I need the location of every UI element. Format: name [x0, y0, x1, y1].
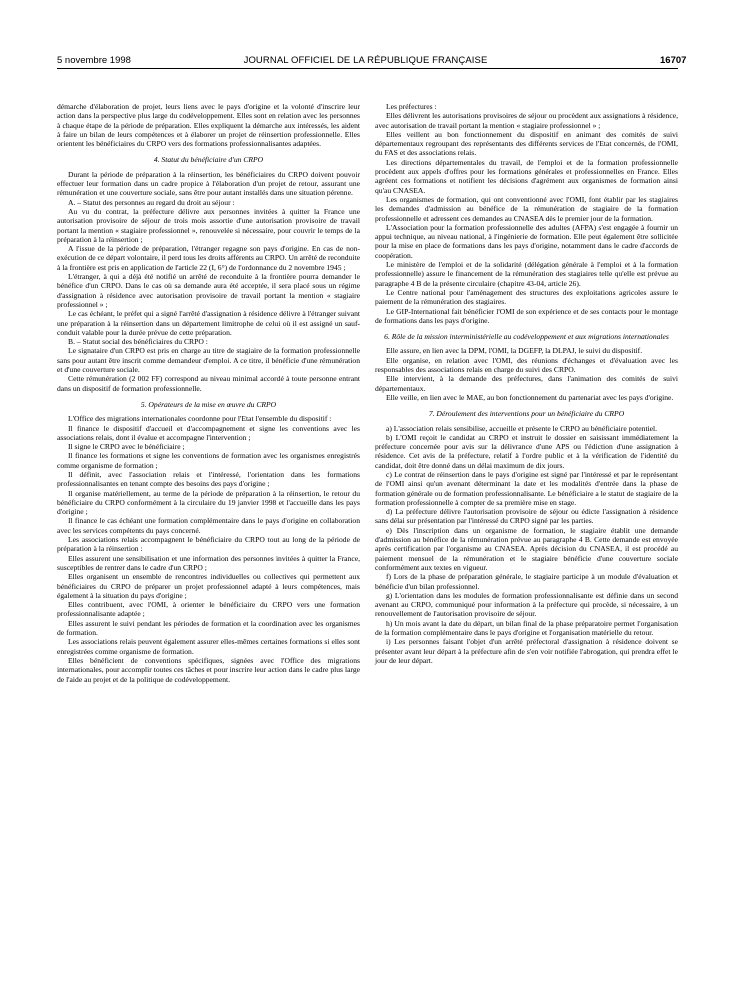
paragraph: Il définit, avec l'association relais et l'intéressé, l'orientation dans les formations professionnalisantes en tenant compte des besoins des pays d'origine ;	[57, 469, 360, 489]
paragraph: Elles veillent au bon fonctionnement du dispositif en animant des comités de suivi départementaux regroupant des représentants des différents services de l'Etat concernés, de l'OMI, du FAS et des associations relais.	[375, 129, 678, 158]
paragraph: A l'issue de la période de préparation, l'étranger regagne son pays d'origine. En cas de non-exécution de ce départ volontaire, il perd tous les droits afférents au CRPO. Un arrêté de reconduite à la frontière est pris en application de l'article 22 (I, 6°) de l'ordonnance du 2 novembre 1945 ;	[57, 244, 360, 272]
paragraph: Elle organise, en relation avec l'OMI, des réunions d'échanges et d'évaluation avec les responsables des associations relais en charge du suivi des CRPO.	[375, 355, 678, 375]
page-number: 16707	[660, 55, 687, 66]
paragraph: B. – Statut social des bénéficiaires du CRPO :	[68, 337, 208, 347]
paragraph: Elles contribuent, avec l'OMI, à orienter le bénéficiaire du CRPO vers une formation professionnalisante adaptée ;	[57, 600, 360, 619]
paragraph: c) Le contrat de réinsertion dans le pays d'origine est signé par l'intéressé et par le représentant de l'OMI ainsi qu'un avenant déterminant la date et les modalités d'entrée dans la phase de formation générale ou de formation professionnalisante. Le bénéficiaire a le statut de stagiaire de la formation professionnelle à compter de sa première mise en stage.	[375, 469, 678, 507]
paragraph: Le Centre national pour l'aménagement des structures des exploitations agricoles assure le paiement de la rémunération des stagiaires.	[375, 287, 678, 307]
paragraph: L'Office des migrations internationales coordonne pour l'Etat l'ensemble du dispositif :	[68, 414, 332, 424]
paragraph: Les préfectures :	[386, 102, 437, 111]
paragraph: Il finance le cas échéant une formation complémentaire dans le pays d'origine en collaboration avec les services compétents du pays concerné.	[57, 516, 360, 535]
paragraph: Elle assure, en lien avec la DPM, l'OMI, la DGEFP, la DLPAJ, le suivi du dispositif.	[386, 346, 643, 356]
paragraph: g) L'orientation dans les modules de formation professionnalisante est définie dans un second avenant au CRPO, communiqué pour information à la préfecture qui procède, si nécessaire, à un renouvellement de l'autorisation provisoire de séjour.	[375, 590, 678, 619]
paragraph: e) Dès l'inscription dans un organisme de formation, le stagiaire établit une demande d'admission au bénéfice de la rémunération prévue au paragraphe 4 B. Cette demande est envoyée après certification par l'organisme au CNASEA. Après décision du CNASEA, il est procédé au paiement mensuel de la rémunération et le stagiaire bénéficie d'une couverture sociale conformément aux textes en vigueur.	[375, 525, 678, 572]
paragraph: Le ministère de l'emploi et de la solidarité (délégation générale à l'emploi et à la formation professionnelle) assure le financement de la rémunération des stagiaires telle qu'elle est prévue au paragraphe 4 B de la présente circulaire (chapitre 43-04, article 26).	[375, 260, 678, 288]
paragraph: Elles délivrent les autorisations provisoires de séjour ou procèdent aux assignations à résidence, avec autorisation de travail portant la mention « stagiaire professionnel » ;	[375, 111, 678, 130]
paragraph: Elle intervient, à la demande des préfectures, dans l'animation des comités de suivi départementaux.	[375, 374, 678, 393]
section-heading: 6. Rôle de la mission interministérielle au codéveloppement et aux migrations internationales	[384, 332, 669, 342]
paragraph: Elle veille, en lien avec le MAE, au bon fonctionnement du partenariat avec les pays d'origine.	[386, 392, 674, 402]
issue-date: 5 novembre 1998	[57, 55, 131, 66]
paragraph: Il signe le CRPO avec le bénéficiaire ;	[68, 442, 185, 452]
paragraph: f) Lors de la phase de préparation générale, le stagiaire participe à un module d'évaluation et bénéficie d'un bilan professionnel.	[375, 572, 678, 591]
paragraph: démarche d'élaboration de projet, leurs liens avec le pays d'origine et la volonté d'inscrire leur action dans la perspective plus large du codéveloppement. Elles sont en relation avec les personnes à chaque étape de la période de préparation. Elles expliquent la démarche aux intéressés, les aident à faire un bilan de leurs compétences et à élaborer un projet de réinsertion professionnelle. Elles orientent les bénéficiaires du CRPO vers des formations professionnalisantes adaptées.	[57, 102, 360, 149]
header-rule	[57, 68, 678, 69]
paragraph: Les organismes de formation, qui ont conventionné avec l'OMI, font établir par les stagiaires les demandes d'admission au bénéfice de la rémunération de stagiaire de la formation professionnelle et adressent ces demandes au CNASEA dès le premier jour de la formation.	[375, 194, 678, 223]
paragraph: Il organise matériellement, au terme de la période de préparation à la réinsertion, le retour du bénéficiaire du CRPO conformément à la circulaire du 19 janvier 1998 et l'accueille dans les pays d'origine ;	[57, 488, 360, 517]
paragraph: Les directions départementales du travail, de l'emploi et de la formation professionnelle procèdent aux appels d'offres pour les formations générales et professionnelles en France. Elles agréent ces formations et notifient les décisions d'agrément aux organismes de formation ainsi qu'au CNASEA.	[375, 157, 678, 195]
paragraph: Elles assurent le suivi pendant les périodes de formation et la coordination avec les organismes de formation.	[57, 618, 360, 638]
paragraph: Elles bénéficient de conventions spécifiques, signées avec l'Office des migrations internationales, pour accomplir toutes ces tâches et pour inscrire leur action dans le cadre plus large de l'aide au projet et de la politique de codéveloppement.	[57, 655, 360, 684]
paragraph: Elles assurent une sensibilisation et une information des personnes invitées à quitter la France, susceptibles de rentrer dans le cadre d'un CRPO ;	[57, 553, 360, 572]
section-heading: 4. Statut du bénéficiaire d'un CRPO	[153, 155, 264, 165]
paragraph: L'Association pour la formation professionnelle des adultes (AFPA) s'est engagée à fournir un appui technique, au niveau national, à l'ingénierie de formation. Elle peut également être sollicitée pour la mise en place de formations dans les pays d'origine, notamment dans le cadre d'accords de coopération.	[375, 222, 678, 260]
paragraph: Les associations relais accompagnent le bénéficiaire du CRPO tout au long de la période de préparation à la réinsertion :	[57, 535, 360, 554]
left-column	[57, 102, 360, 684]
paragraph: b) L'OMI reçoit le candidat au CRPO et instruit le dossier en saisissant immédiatement la préfecture concernée pour avis sur la délivrance d'une APS ou l'édiction d'une assignation à résidence. Cet avis de la préfecture, relatif à l'ordre public et à la vérification de l'identité du candidat, doit être donné dans un délai maximum de dix jours.	[375, 432, 678, 470]
section-heading: 7. Déroulement des interventions pour un bénéficiaire du CRPO	[428, 409, 625, 419]
section-heading: 5. Opérateurs de la mise en œuvre du CRPO	[140, 399, 277, 409]
paragraph: d) La préfecture délivre l'autorisation provisoire de séjour ou édicte l'assignation à résidence sans délai sur présentation par l'intéressé du CRPO signé par les parties.	[375, 507, 678, 526]
paragraph: i) Les personnes faisant l'objet d'un arrêté préfectoral d'assignation à résidence doivent se présenter avant leur départ à la préfecture afin de s'en voir notifiée l'abrogation, qui prendra effet le jour de leur départ.	[375, 637, 678, 665]
paragraph: h) Un mois avant la date du départ, un bilan final de la phase préparatoire permet l'organisation de la formation complémentaire dans le pays d'origine et l'organisation matérielle du retour.	[375, 618, 678, 638]
paragraph: Durant la période de préparation à la réinsertion, les bénéficiaires du CRPO doivent pouvoir effectuer leur formation dans un cadre propice à l'élaboration d'un projet de retour, assurant une rémunération et une couverture sociale, sans être pour autant installés dans une situation pérenne.	[57, 169, 360, 198]
paragraph: Les associations relais peuvent également assurer elles-mêmes certaines formations si elles sont enregistrées comme organisme de formation.	[57, 637, 360, 656]
paragraph: Il finance le dispositif d'accueil et d'accompagnement et signe les conventions avec les associations relais, dont il évalue et accompagne l'intervention ;	[57, 423, 360, 442]
paragraph: Le cas échéant, le préfet qui a signé l'arrêté d'assignation à résidence délivre à l'étranger suivant une préparation à la réinsertion dans un département limitrophe de celui où il est assigné un sauf-conduit valable pour la durée prévue de cette préparation.	[57, 309, 360, 337]
paragraph: Au vu du contrat, la préfecture délivre aux personnes invitées à quitter la France une autorisation provisoire de séjour de trois mois assortie d'une autorisation provisoire de travail portant la mention « stagiaire professionnel », renouvelée si nécessaire, pour couvrir le temps de la préparation à la réinsertion ;	[57, 206, 360, 244]
journal-title: JOURNAL OFFICIEL DE LA RÉPUBLIQUE FRANÇAISE	[243, 55, 488, 66]
paragraph: Elles organisent un ensemble de rencontres individuelles ou collectives qui permettent aux bénéficiaires du CRPO de préparer un projet professionnel adapté à leurs compétences, mais également à la situation du pays d'origine ;	[57, 572, 360, 600]
paragraph: Le GIP-International fait bénéficier l'OMI de son expérience et de ses contacts pour le montage de formations dans les pays d'origine.	[375, 306, 678, 325]
paragraph: Cette rémunération (2 002 FF) correspond au niveau minimal accordé à toute personne entrant dans un dispositif de formation professionnelle.	[57, 374, 360, 393]
paragraph: a) L'association relais sensibilise, accueille et présente le CRPO au bénéficiaire potentiel.	[386, 423, 658, 433]
paragraph: Le signataire d'un CRPO est pris en charge au titre de stagiaire de la formation professionnelle sans pour autant être inscrit comme demandeur d'emploi. A ce titre, il bénéficie d'une rémunération et d'une couverture sociale.	[57, 346, 360, 375]
paragraph: L'étranger, à qui a déjà été notifié un arrêté de reconduite à la frontière pourra demander le bénéfice d'un CRPO. Dans le cas où sa demande aura été acceptée, il sera placé sous un régime d'assignation à résidence avec autorisation provisoire de travail portant la mention « stagiaire professionnel » ;	[57, 272, 360, 309]
page-header	[0, 0, 731, 70]
paragraph: A. – Statut des personnes au regard du droit au séjour :	[68, 197, 235, 207]
right-column	[375, 102, 678, 665]
paragraph: Il finance les formations et signe les conventions de formation avec les organismes enregistrés comme organisme de formation ;	[57, 451, 360, 470]
